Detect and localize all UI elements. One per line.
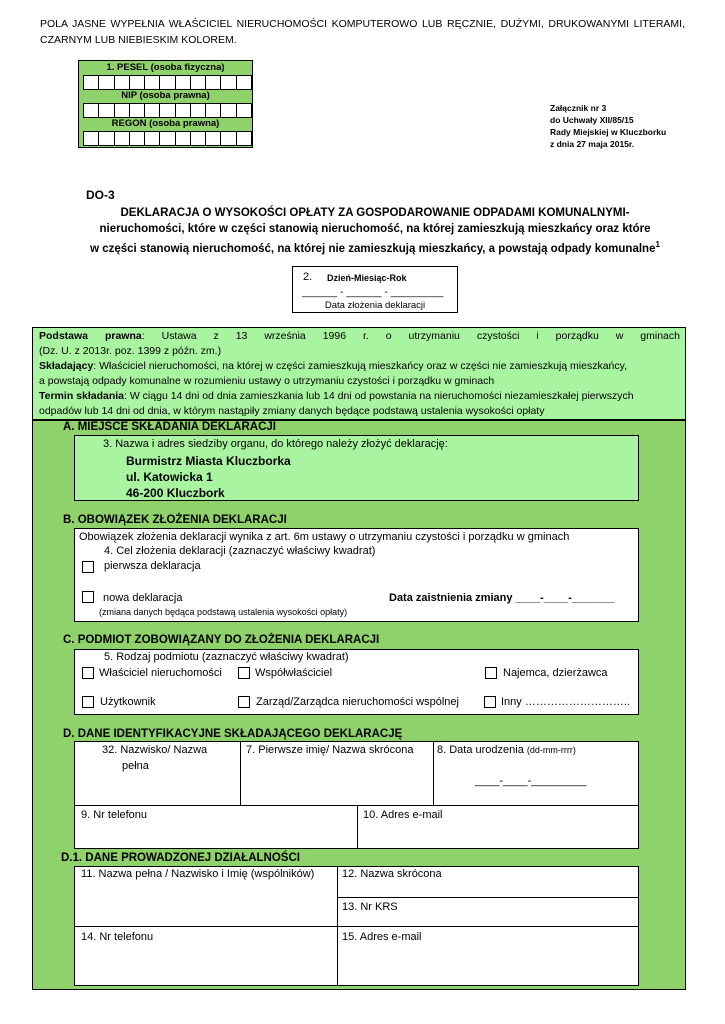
deadline-line-2: odpadów lub 14 dni od dnia, w którym nastąpiły zmiany danych będące podstawą ustalenia wysokości opłaty [39,405,545,417]
pesel-label: 1. PESEL (osoba fizyczna) [106,62,225,73]
submitter-line [39,360,627,372]
annex-line: Załącznik nr 3 [550,103,607,113]
field-15-label[interactable]: 15. Adres e-mail [342,931,422,943]
manager-checkbox[interactable] [238,696,250,708]
deadline-label: Termin składania [39,390,125,402]
tenant-checkbox[interactable] [485,667,497,679]
date-caption: Data złożenia deklaracji [324,300,426,311]
page-title [60,205,690,257]
section-c-field [74,649,639,715]
field-5-label: 5. Rodzaj podmiotu (zaznaczyć właściwy kwadrat) [104,651,349,663]
section-c-title: C. PODMIOT ZOBOWIĄZANY DO ZŁOŻENIA DEKLARACJI [63,634,380,646]
section-b-title: B. OBOWIĄZEK ZŁOŻENIA DEKLARACJI [63,514,287,526]
submitter-label: Składający [39,360,94,372]
basis-text: : Ustawa z 13 września 1996 r. o utrzymaniu czystości i porządku w gminach [141,330,680,342]
field-32-label[interactable]: 32. Nazwisko/ Nazwa [102,744,208,756]
deadline-line [39,390,634,402]
field-14-label[interactable]: 14. Nr telefonu [81,931,154,943]
submitter-text: : Właściciel nieruchomości, na której w części zamieszkują mieszkańcy oraz w części nie zamieszkują mieszkańcy, [93,360,628,372]
first-declaration-checkbox[interactable] [82,561,94,573]
section-a-title: A. MIEJSCE SKŁADANIA DEKLARACJI [63,421,276,433]
field-8-format: (dd-mm-rrrr) [526,745,576,755]
form-body [32,420,686,990]
basis-line [39,330,680,342]
user-checkbox[interactable] [82,696,94,708]
title-line [60,237,690,257]
submission-date-box[interactable] [292,266,458,313]
co-owner-label: Współwłaściciel [255,667,333,679]
section-d1-field [74,866,639,986]
form-code: DO-3 [86,188,115,202]
regon-label: REGON (osoba prawna) [111,118,220,129]
title-line: DEKLARACJA O WYSOKOŚCI OPŁATY ZA GOSPODAROWANIE ODPADAMI KOMUNALNYMI- [120,207,630,219]
tenant-label: Najemca, dzierżawca [503,667,608,679]
section-d-title: D. DANE IDENTYFIKACYJNE SKŁADAJĄCEGO DEKLARACJĘ [63,728,403,740]
field-9-label[interactable]: 9. Nr telefonu [81,809,148,821]
basis-label: Podstawa prawna [39,330,142,342]
date-blanks: ______ - ______ - _________ [302,286,444,298]
section-a-field [74,435,639,501]
basis-line-2: (Dz. U. z 2013r. poz. 1399 z późn. zm.) [39,345,222,357]
regon-grid[interactable] [83,131,252,146]
title-line-text: w części stanowią nieruchomość, na której nie zamieszkują mieszkańcy, a powstają odpady komunalne [90,242,656,255]
field-7-label[interactable]: 7. Pierwsze imię/ Nazwa skrócona [246,744,414,756]
new-declaration-note: (zmiana danych będąca podstawą ustalenia wysokości opłaty) [99,607,348,617]
submitter-line-2: a powstają odpady komunalne w rozumieniu ustawy o utrzymaniu czystości i porządku w gminach [39,375,495,387]
deadline-text: : W ciągu 14 dni od dnia zamieszkania lub 14 dni od powstania na nieruchomości niezamieszkałej pierwszych [124,390,634,402]
field-13-label[interactable]: 13. Nr KRS [342,901,398,913]
field-32-label-2: pełna [122,760,149,772]
date-field-number: 2. [303,271,313,283]
authority-city: 46-200 Kluczbork [126,486,225,500]
pesel-grid[interactable] [83,75,252,90]
annex-line: Rady Miejskiej w Kluczborku [550,127,667,137]
section-d-field [74,741,639,849]
manager-label: Zarząd/Zarządca nieruchomości wspólnej [256,696,459,708]
field-8-label[interactable] [437,744,576,756]
instruction-text: POLA JASNE WYPEŁNIA WŁAŚCICIEL NIERUCHOMOŚCI KOMPUTEROWO LUB RĘCZNIE, DUŻYMI, DRUKOWANYMI LITERAMI, CZARNYM LUB NIEBIESKIM KOLOREM. [40,18,685,46]
owner-label: Właściciel nieruchomości [99,667,222,679]
nip-grid[interactable] [83,103,252,118]
user-label: Użytkownik [100,696,156,708]
owner-checkbox[interactable] [82,667,94,679]
field-12-label[interactable]: 12. Nazwa skrócona [342,868,442,880]
section-d1-title: D.1. DANE PROWADZONEJ DZIAŁALNOŚCI [61,852,300,864]
date-field-label: Dzień-Miesiąc-Rok [327,273,407,283]
new-declaration-checkbox[interactable] [82,591,94,603]
annex-note [550,102,666,150]
nip-label: NIP (osoba prawna) [121,90,210,101]
co-owner-checkbox[interactable] [238,667,250,679]
change-date-field[interactable]: Data zaistnienia zmiany ____-____-_______ [389,592,615,604]
new-declaration-label: nowa deklaracja [103,592,183,604]
authority-name: Burmistrz Miasta Kluczborka [126,454,291,468]
field-10-label[interactable]: 10. Adres e-mail [363,809,443,821]
other-checkbox[interactable] [484,696,496,708]
field-3-label: 3. Nazwa i adres siedziby organu, do którego należy złożyć deklarację: [103,438,448,450]
authority-street: ul. Katowicka 1 [126,470,213,484]
birth-date-blank: ____-____-_________ [475,775,587,787]
first-declaration-label: pierwsza deklaracja [104,560,201,572]
annex-line: z dnia 27 maja 2015r. [550,139,635,149]
other-label: Inny ……………………….. [501,696,630,708]
title-line: nieruchomości, które w części stanowią nieruchomość, na której zamieszkują mieszkańcy oraz które [99,223,651,235]
section-b-field [74,528,639,622]
field-4-label: 4. Cel złożenia deklaracji (zaznaczyć właściwy kwadrat) [104,545,376,557]
annex-line: do Uchwały XII/85/15 [550,115,634,125]
obligation-text: Obowiązek złożenia deklaracji wynika z art. 6m ustawy o utrzymaniu czystości i porządku w gminach [79,531,570,543]
field-8-text: 8. Data urodzenia [437,744,524,756]
id-box [78,60,253,148]
field-11-label[interactable]: 11. Nazwa pełna / Nazwisko i Imię (wspólników) [81,868,315,880]
intro-box [32,327,686,420]
footnote-mark: 1 [655,240,660,249]
